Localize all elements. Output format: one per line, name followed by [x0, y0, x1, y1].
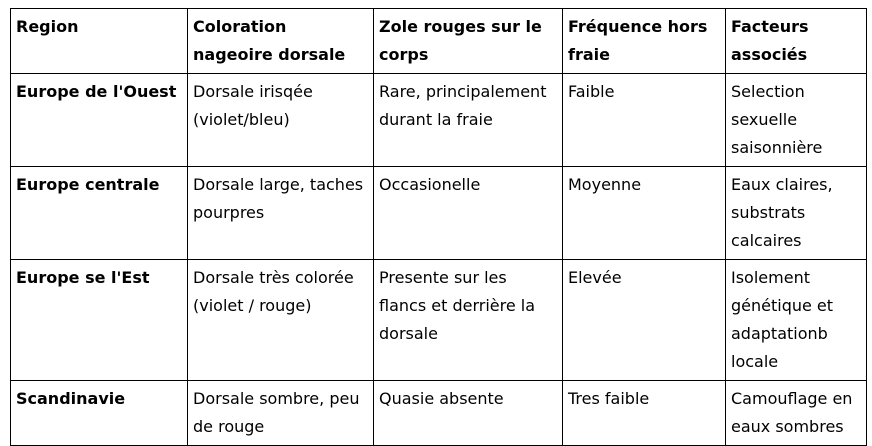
- cell-facteurs: Eaux claires, substrats calcaires: [726, 167, 867, 260]
- cell-frequence: Elevée: [563, 260, 726, 381]
- table-row: [11, 381, 867, 446]
- cell-region: Europe de l'Ouest: [11, 74, 188, 167]
- cell-zones: Quasie absente: [374, 381, 563, 446]
- cell-coloration: Dorsale sombre, peu de rouge: [188, 381, 374, 446]
- cell-facteurs: Isolement génétique et adaptationb locale: [726, 260, 867, 381]
- cell-region: Europe se l'Est: [11, 260, 188, 381]
- table-header-row: [11, 9, 867, 74]
- cell-region: Scandinavie: [11, 381, 188, 446]
- cell-frequence: Faible: [563, 74, 726, 167]
- cell-zones: Occasionelle: [374, 167, 563, 260]
- table-row: [11, 74, 867, 167]
- cell-region: Europe centrale: [11, 167, 188, 260]
- table-row: [11, 167, 867, 260]
- cell-frequence: Moyenne: [563, 167, 726, 260]
- header-frequence: Fréquence hors fraie: [563, 9, 726, 74]
- cell-facteurs: Camouflage en eaux sombres: [726, 381, 867, 446]
- cell-facteurs: Selection sexuelle saisonnière: [726, 74, 867, 167]
- header-zones: Zole rouges sur le corps: [374, 9, 563, 74]
- cell-coloration: Dorsale irisqée (violet/bleu): [188, 74, 374, 167]
- header-region: Region: [11, 9, 188, 74]
- cell-coloration: Dorsale large, taches pourpres: [188, 167, 374, 260]
- cell-frequence: Tres faible: [563, 381, 726, 446]
- data-table: [10, 8, 867, 446]
- header-coloration: Coloration nageoire dorsale: [188, 9, 374, 74]
- table-row: [11, 260, 867, 381]
- cell-zones: Presente sur les flancs et derrière la dorsale: [374, 260, 563, 381]
- header-facteurs: Facteurs associés: [726, 9, 867, 74]
- cell-zones: Rare, principalement durant la fraie: [374, 74, 563, 167]
- cell-coloration: Dorsale très colorée (violet / rouge): [188, 260, 374, 381]
